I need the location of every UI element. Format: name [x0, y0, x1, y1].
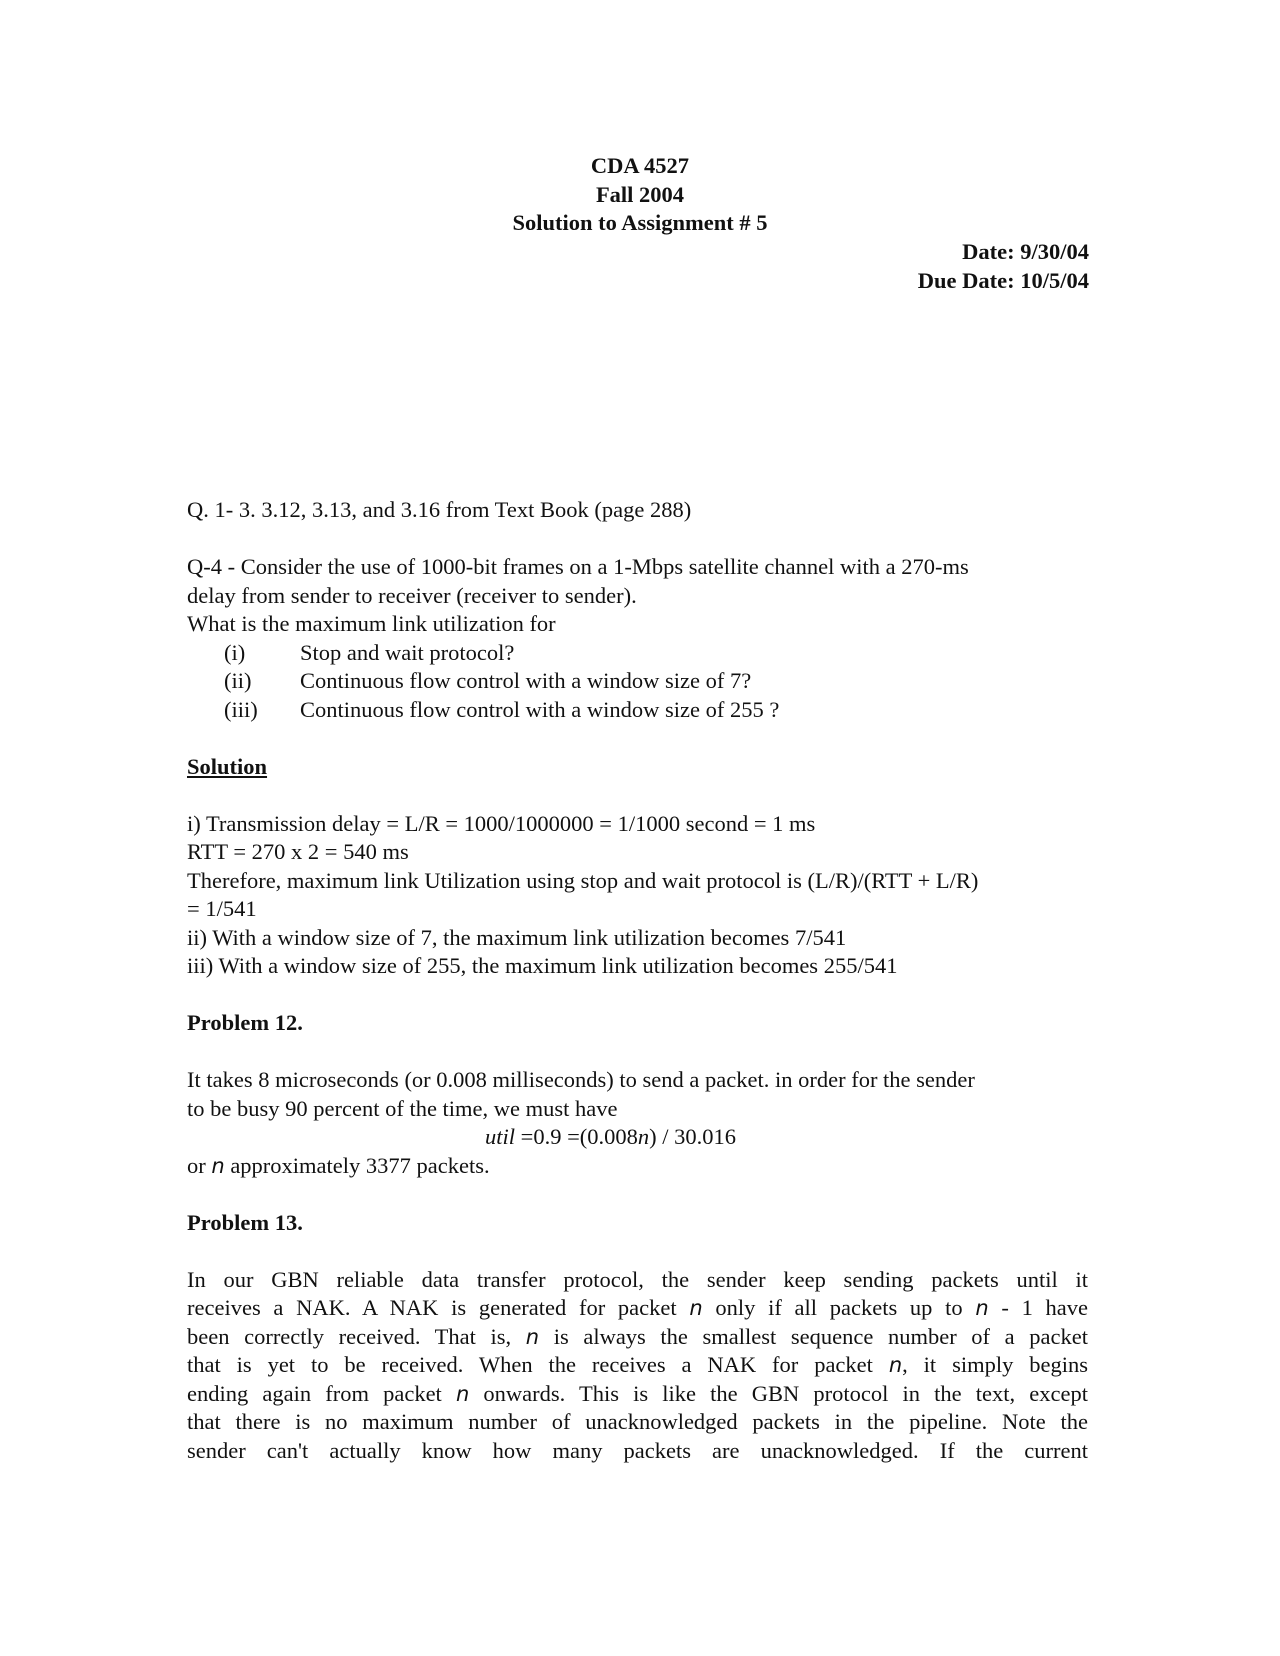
solution-heading: Solution [187, 753, 268, 779]
problem-13-heading: Problem 13. [187, 1209, 303, 1235]
equation-n: n [637, 1124, 650, 1149]
q4-line-3: What is the maximum link utilization for [187, 611, 556, 636]
result-prefix: or [187, 1152, 212, 1178]
problem-12-result [187, 1152, 1088, 1181]
course-code: CDA 4527 [590, 153, 690, 178]
list-item [187, 667, 1088, 696]
math-var-n: n [211, 1153, 225, 1178]
result-text: approximately 3377 packets. [224, 1152, 490, 1178]
document-header [0, 152, 1280, 238]
solution-line: = 1/541 [187, 896, 257, 921]
text-run: is always the smallest sequence number of a packet [539, 1323, 1088, 1349]
list-item-text: Continuous flow control with a window size of 255 ? [300, 696, 780, 722]
utilization-equation [187, 1123, 1088, 1152]
text-run: onwards. This is like the GBN protocol in the text, except [469, 1380, 1088, 1406]
math-var-n: n [888, 1353, 903, 1377]
document-title: Solution to Assignment # 5 [512, 210, 768, 235]
problem-13-line [187, 1323, 1088, 1352]
solution-line: ii) With a window size of 7, the maximum link utilization becomes 7/541 [187, 924, 847, 950]
solution-line: RTT = 270 x 2 = 540 ms [187, 839, 409, 864]
problem-13-line [187, 1294, 1088, 1323]
solution-line: i) Transmission delay = L/R = 1000/1000000 = 1/1000 second = 1 ms [187, 810, 816, 836]
q4-line-1: Q-4 - Consider the use of 1000-bit frames on a 1-Mbps satellite channel with a 270-ms [187, 554, 969, 579]
solution-line: Therefore, maximum link Utilization using stop and wait protocol is (L/R)/(RTT + L/R) [187, 867, 979, 893]
text-run: only if all packets up to [702, 1295, 976, 1320]
solution-section [187, 753, 1088, 981]
text-run: , it simply begins [902, 1352, 1088, 1377]
math-var-n: n [525, 1324, 540, 1349]
problem-13-line: In our GBN reliable data transfer protocol, the sender keep sending packets until it [187, 1266, 1088, 1292]
problem-12-line: to be busy 90 percent of the time, we must have [187, 1095, 618, 1121]
problem-13-line: sender can't actually know how many packets are unacknowledged. If the current [187, 1437, 1088, 1463]
date-block [918, 238, 1089, 295]
problem-12-section [187, 1009, 1088, 1180]
list-item-text: Stop and wait protocol? [300, 639, 515, 665]
problem-13-line: that there is no maximum number of unacknowledged packets in the pipeline. Note the [187, 1409, 1088, 1434]
problem-13-line [187, 1351, 1088, 1380]
math-var-n: n [975, 1296, 989, 1320]
math-var-n: n [689, 1296, 703, 1320]
problem-12-heading: Problem 12. [187, 1010, 303, 1035]
problem-13-section [187, 1209, 1088, 1466]
text-run: receives a NAK. A NAK is generated for packet [187, 1295, 690, 1320]
equation-middle: =0.9 =(0.008 [515, 1124, 638, 1149]
equation-end: ) / 30.016 [649, 1124, 737, 1149]
term: Fall 2004 [595, 181, 685, 207]
list-item-number: (iii) [224, 696, 258, 722]
problem-13-line [187, 1380, 1088, 1409]
document-body [187, 496, 1088, 1465]
question-intro: Q. 1- 3. 3.12, 3.13, and 3.16 from Text Book (page 288) [187, 497, 692, 522]
text-run: been correctly received. That is, [187, 1323, 526, 1349]
text-run: ending again from packet [187, 1380, 456, 1406]
list-item [187, 696, 1088, 725]
q4-line-2: delay from sender to receiver (receiver to sender). [187, 582, 637, 608]
list-item-text: Continuous flow control with a window size of 7? [300, 668, 752, 693]
list-item [187, 639, 1088, 668]
issue-date: Date: 9/30/04 [962, 239, 1089, 264]
equation-util: util [485, 1124, 516, 1149]
problem-12-line: It takes 8 microseconds (or 0.008 milliseconds) to send a packet. in order for the sender [187, 1067, 975, 1092]
math-var-n: n [455, 1381, 470, 1406]
list-item-number: (i) [224, 639, 246, 665]
solution-line: iii) With a window size of 255, the maximum link utilization becomes 255/541 [187, 953, 898, 978]
due-date: Due Date: 10/5/04 [917, 267, 1089, 293]
list-item-number: (ii) [224, 668, 252, 693]
text-run: that is yet to be received. When the receives a NAK for packet [187, 1352, 889, 1377]
question-4 [187, 553, 1088, 724]
text-run: - 1 have [988, 1295, 1089, 1320]
